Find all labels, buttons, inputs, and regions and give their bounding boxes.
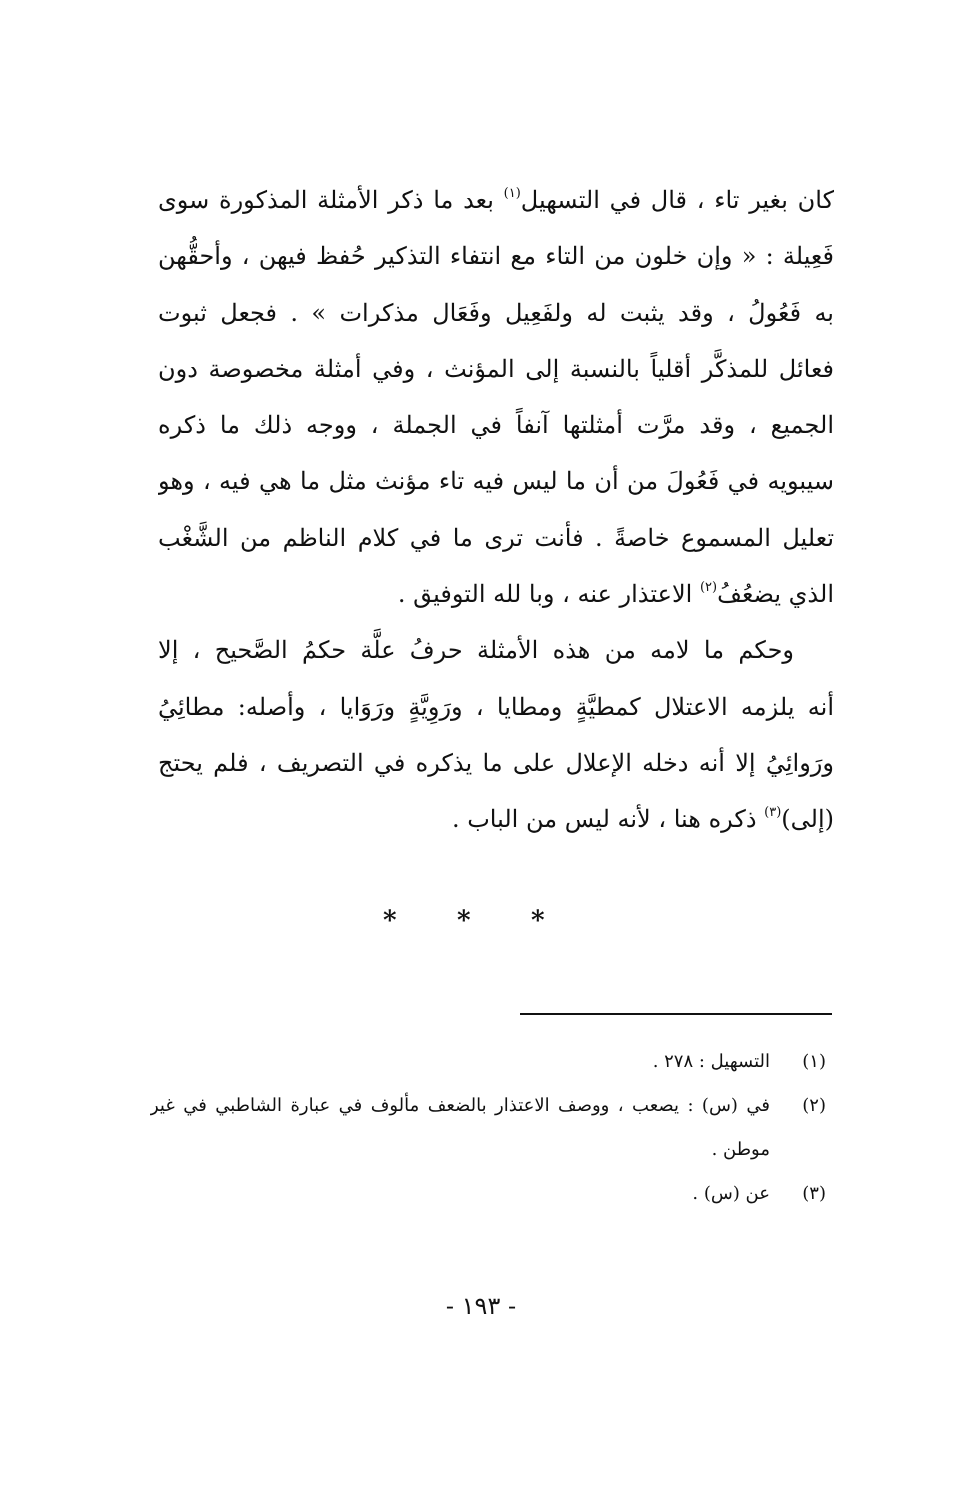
body-text <box>158 172 834 848</box>
body-line: سيبويه في فَعُولَ من أن ما ليس فيه تاء مؤنث مثل ما هي فيه ، وهو <box>158 467 834 496</box>
body-line: وحكم ما لامه من هذه الأمثلة حرفُ علَّة حكمُ الصَّحيح ، إلا <box>158 636 794 665</box>
page-number: - ١٩٣ - <box>445 1292 517 1320</box>
footnote-marker: (٢) <box>699 580 718 596</box>
body-line: الذي يضعُفُ$^{(٢)}$ الاعتذار عنه ، وبا لله التوفيق . <box>397 580 834 609</box>
footnote-divider <box>520 1013 832 1015</box>
body-line: أنه يلزمه الاعتلال كمطيَّةٍ ومطايا ، ورَوِيَّةٍ ورَوَايا ، وأصله: مطائِيُ <box>158 692 834 721</box>
body-line: كان بغير تاء ، قال في التسهيل$^{(١)}$ بعد ما ذكر الأمثلة المذكورة سوى <box>158 186 834 214</box>
body-line: به فَعُولُ ، وقد يثبت له ولفَعِيل وفَعَال مذكرات » . فجعل ثبوت <box>158 298 834 327</box>
footnote-text: في (س) : يصعب ، ووصف الاعتذار بالضعف مألوف في عبارة الشاطبي في غير <box>150 1095 770 1116</box>
footnote-item <box>150 1172 826 1216</box>
footnote-item <box>150 1040 826 1084</box>
footnote-number: (٢) <box>802 1095 826 1116</box>
separator-star: * <box>531 906 545 936</box>
footnote-item <box>150 1084 826 1128</box>
footnote-number: (٣) <box>802 1183 826 1204</box>
footnote-text: عن (س) . <box>692 1183 770 1204</box>
footnote-marker: (١) <box>503 186 521 201</box>
body-line: فَعِيلة : « وإن خلون من التاء مع انتفاء التذكير حُفظ فيهن ، وأحقُّهن <box>158 242 834 271</box>
body-line: (إلى)$^{(٣)}$ ذكره هنا ، لأنه ليس من الباب . <box>451 805 834 834</box>
footnote-number: (١) <box>802 1051 826 1072</box>
body-line: ورَوائِيُ إلا أنه دخله الإعلال على ما يذكره في التصريف ، فلم يحتج <box>158 748 834 777</box>
footnotes <box>150 1040 826 1216</box>
separator-star: * <box>383 906 397 936</box>
footnote-continuation: موطن . <box>711 1139 770 1160</box>
footnote-text: التسهيل : ٢٧٨ . <box>652 1051 770 1072</box>
separator-star: * <box>457 906 471 936</box>
section-separator <box>0 905 962 945</box>
body-line: الجميع ، وقد مرَّت أمثلتها آنفاً في الجملة ، ووجه ذلك ما ذكره <box>158 411 834 440</box>
footnote-marker: (٣) <box>764 805 782 821</box>
body-line: تعليل المسموع خاصةً . فأنت ترى ما في كلام الناظم من الشَّغْب <box>158 523 834 552</box>
body-line: فعائل للمذكَّر أقلياً بالنسبة إلى المؤنث ، وفي أمثلة مخصوصة دون <box>158 354 834 383</box>
